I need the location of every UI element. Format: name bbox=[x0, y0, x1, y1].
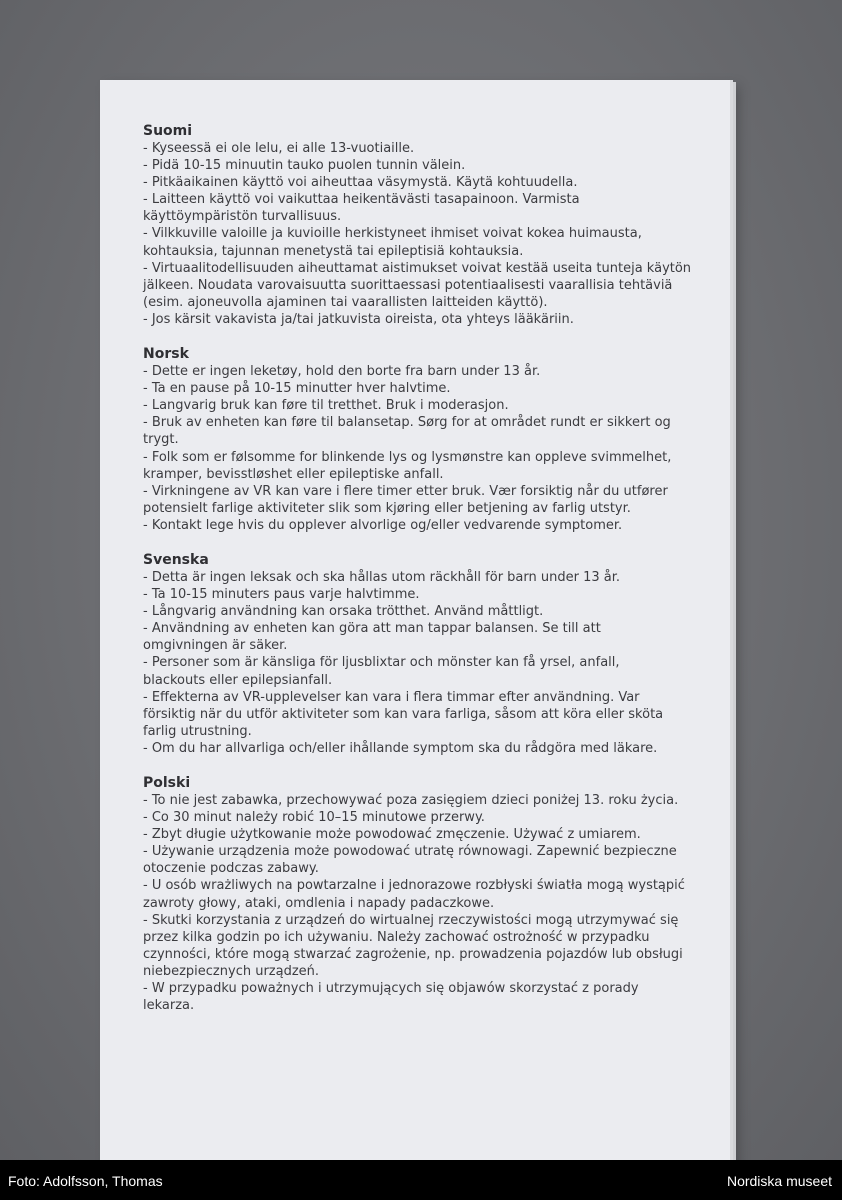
text-line: niebezpiecznych urządzeń. bbox=[143, 963, 320, 979]
text-line: - Pidä 10-15 minuutin tauko puolen tunnin välein. bbox=[143, 158, 466, 174]
text-line: kohtauksia, tajunnan menetystä tai epileptisiä kohtauksia. bbox=[143, 243, 524, 259]
text-line: - Skutki korzystania z urządzeń do wirtualnej rzeczywistości mogą utrzymywać się bbox=[143, 912, 679, 928]
text-line: (esim. ajoneuvolla ajaminen tai vaarallisten laitteiden käyttö). bbox=[143, 294, 548, 310]
text-line: - Jos kärsit vakavista ja/tai jatkuvista oireista, ota yhteys lääkäriin. bbox=[143, 311, 574, 327]
section-heading: Svenska bbox=[143, 551, 209, 568]
text-line: czynności, które mogą stwarzać zagrożenie, np. prowadzenia pojazdów lub obsługi bbox=[143, 946, 683, 962]
text-line: - Virkningene av VR kan vare i flere timer etter bruk. Vær forsiktig når du utfører bbox=[143, 483, 668, 499]
section-heading: Suomi bbox=[143, 123, 193, 139]
section-polski bbox=[143, 774, 703, 1014]
text-line: - Folk som er følsomme for blinkende lys og lysmønstre kan oppleve svimmelhet, bbox=[143, 449, 672, 465]
text-line: farlig utrustning. bbox=[143, 723, 252, 739]
text-line: - Långvarig användning kan orsaka trötthet. Använd måttligt. bbox=[143, 604, 544, 620]
text-line: - Ta 10-15 minuters paus varje halvtimme. bbox=[143, 587, 420, 603]
text-line: otoczenie podczas zabawy. bbox=[143, 861, 319, 877]
text-line: lekarza. bbox=[143, 998, 195, 1014]
text-line: - U osób wrażliwych na powtarzalne i jednorazowe rozbłyski światła mogą wystąpić bbox=[143, 878, 685, 894]
text-line: - Langvarig bruk kan føre til tretthet. Bruk i moderasjon. bbox=[143, 398, 509, 414]
text-line: - Användning av enheten kan göra att man tappar balansen. Se till att bbox=[143, 621, 601, 637]
text-line: försiktig när du utför aktiviteter som kan vara farliga, såsom att köra eller sköta bbox=[143, 706, 664, 722]
text-line: - Laitteen käyttö voi vaikuttaa heikentävästi tasapainoon. Varmista bbox=[143, 192, 580, 208]
text-line: käyttöympäristön turvallisuus. bbox=[143, 209, 342, 225]
text-line: - Pitkäaikainen käyttö voi aiheuttaa väsymystä. Käytä kohtuudella. bbox=[143, 175, 578, 191]
text-line: - Używanie urządzenia może powodować utratę równowagi. Zapewnić bezpieczne bbox=[143, 844, 677, 860]
leaflet-content bbox=[143, 122, 703, 1031]
text-line: - Zbyt długie użytkowanie może powodować zmęczenie. Używać z umiarem. bbox=[143, 827, 641, 843]
text-line: - Virtuaalitodellisuuden aiheuttamat aistimukset voivat kestää useita tunteja käytön bbox=[143, 260, 692, 276]
text-line: - Effekterna av VR-upplevelser kan vara i flera timmar efter användning. Var bbox=[143, 689, 640, 705]
text-line: - W przypadku poważnych i utrzymujących się objawów skorzystać z porady bbox=[143, 981, 639, 997]
text-line: potensielt farlige aktiviteter slik som kjøring eller betjening av farlig utstyr. bbox=[143, 500, 631, 516]
text-line: - Vilkkuville valoille ja kuvioille herkistyneet ihmiset voivat kokea huimausta, bbox=[143, 226, 642, 242]
section-svenska bbox=[143, 551, 703, 757]
text-line: - Co 30 minut należy robić 10–15 minutowe przerwy. bbox=[143, 810, 485, 826]
leaflet-sheet bbox=[100, 80, 730, 1176]
text-line: - Bruk av enheten kan føre til balansetap. Sørg for at området rundt er sikkert og bbox=[143, 415, 671, 431]
text-line: kramper, bevisstløshet eller epileptiske anfall. bbox=[143, 466, 444, 482]
text-line: - Kontakt lege hvis du opplever alvorlige og/eller vedvarende symptomer. bbox=[143, 517, 623, 533]
text-line: trygt. bbox=[143, 432, 179, 448]
section-heading: Polski bbox=[143, 775, 191, 791]
text-line: blackouts eller epilepsianfall. bbox=[143, 672, 333, 688]
text-line: przez kilka godzin po ich używaniu. Należy zachować ostrożność w przypadku bbox=[143, 929, 650, 945]
section-suomi bbox=[143, 122, 703, 328]
text-line: - Personer som är känsliga för ljusblixtar och mönster kan få yrsel, anfall, bbox=[143, 655, 620, 671]
text-line: - Kyseessä ei ole lelu, ei alle 13-vuotiaille. bbox=[143, 141, 415, 156]
text-line: - Om du har allvarliga och/eller ihållande symptom ska du rådgöra med läkare. bbox=[143, 740, 658, 756]
museum-credit: Nordiska museet bbox=[726, 1173, 832, 1189]
section-norsk bbox=[143, 345, 703, 534]
text-line: - Dette er ingen leketøy, hold den borte fra barn under 13 år. bbox=[143, 364, 541, 380]
text-line: jälkeen. Noudata varovaisuutta suorittaessasi potentiaalisesti vaarallisia tehtäviä bbox=[143, 277, 673, 293]
photo-credit: Foto: Adolfsson, Thomas bbox=[8, 1173, 163, 1189]
section-heading: Norsk bbox=[143, 346, 189, 363]
text-line: zawroty głowy, ataki, omdlenia i napady padaczkowe. bbox=[143, 895, 495, 911]
text-line: - To nie jest zabawka, przechowywać poza zasięgiem dzieci poniżej 13. roku życia. bbox=[143, 793, 679, 808]
text-line: - Detta är ingen leksak och ska hållas utom räckhåll för barn under 13 år. bbox=[143, 569, 621, 585]
text-line: - Ta en pause på 10-15 minutter hver halvtime. bbox=[143, 381, 451, 397]
text-line: omgivningen är säker. bbox=[143, 638, 288, 654]
